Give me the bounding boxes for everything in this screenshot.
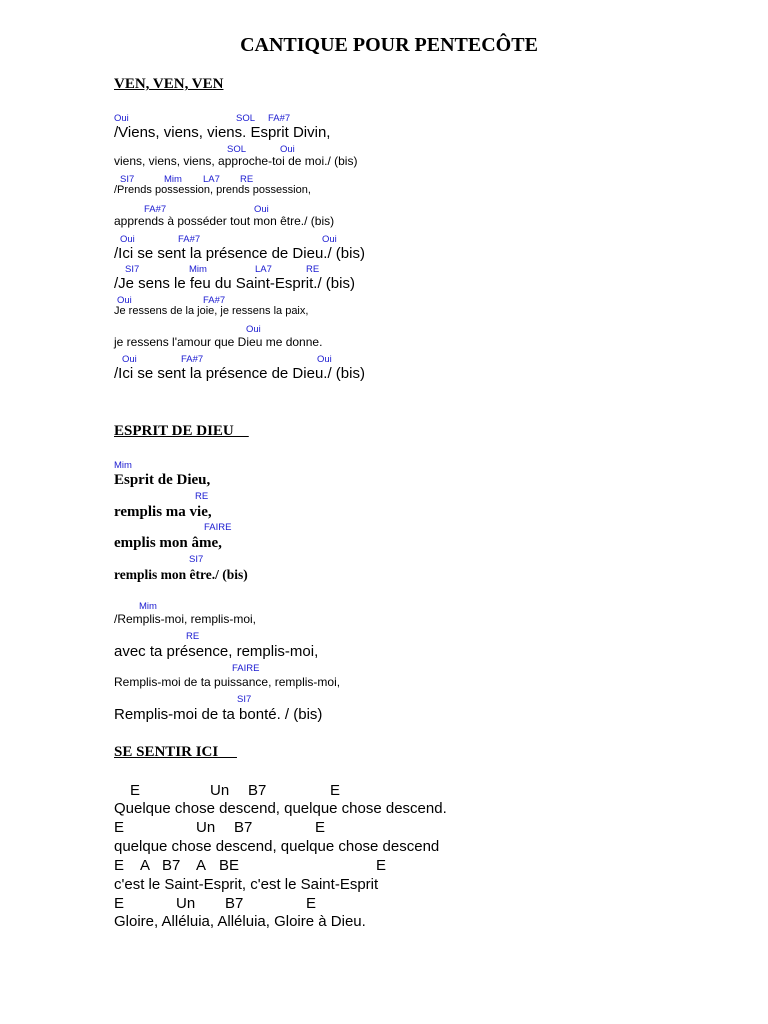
chord: A (196, 857, 207, 874)
chord: E (114, 819, 125, 836)
lyric-line: /Viens, viens, viens. Esprit Divin, (114, 124, 331, 141)
chord: Un (196, 819, 216, 836)
chord-line (114, 819, 714, 837)
song-heading-se-sentir-ici: SE SENTIR ICI (114, 744, 237, 760)
chord: Mim (114, 460, 132, 471)
lyric-line: /Prends possession, prends possession, (114, 184, 311, 196)
lyric-line: remplis ma vie, (114, 504, 212, 520)
chord: Mim (139, 601, 157, 612)
lyric-line: /Ici se sent la présence de Dieu./ (bis) (114, 245, 365, 262)
chord: RE (195, 491, 209, 502)
chord: RE (306, 264, 320, 275)
chord: Oui (322, 234, 337, 245)
chord: B7 (234, 819, 253, 836)
chord-line (114, 491, 714, 503)
chord: Un (176, 895, 196, 912)
lyric-line: Quelque chose descend, quelque chose descend. (114, 800, 447, 817)
chord: E (330, 782, 341, 799)
chord: FAIRE (204, 522, 232, 533)
chord: RE (186, 631, 200, 642)
chord: Mim (164, 174, 182, 185)
chord-line (114, 460, 714, 472)
chord: SI7 (189, 554, 204, 565)
lyric-line: quelque chose descend, quelque chose descend (114, 838, 440, 855)
chord-line (114, 694, 714, 706)
chord-line (114, 631, 714, 643)
lyric-line: Je ressens de la joie, je ressens la paix, (114, 305, 309, 317)
lyric-line: Remplis-moi de ta puissance, remplis-moi, (114, 675, 341, 689)
chord: SI7 (125, 264, 140, 275)
chord: Oui (280, 144, 295, 155)
chord: Oui (117, 295, 132, 306)
chord: BE (219, 857, 240, 874)
chord: FAIRE (232, 663, 260, 674)
lyric-line: je ressens l'amour que Dieu me donne. (114, 335, 323, 349)
chord: Oui (317, 354, 332, 365)
page-title: CANTIQUE POUR PENTECÔTE (240, 34, 538, 56)
song-heading-ven-ven-ven: VEN, VEN, VEN (114, 76, 224, 92)
chord: Mim (189, 264, 207, 275)
song-heading-esprit-de-dieu: ESPRIT DE DIEU (114, 423, 249, 439)
lyric-line: avec ta présence, remplis-moi, (114, 643, 319, 660)
chord: E (114, 857, 125, 874)
chord: FA#7 (178, 234, 201, 245)
chord-line (114, 782, 714, 800)
chord: E (130, 782, 141, 799)
chord: B7 (225, 895, 244, 912)
chord: B7 (248, 782, 267, 799)
chord-line (114, 522, 714, 534)
lyric-line: emplis mon âme, (114, 535, 222, 551)
chord: Oui (246, 324, 261, 335)
lyric-line: /Je sens le feu du Saint-Esprit./ (bis) (114, 275, 355, 292)
chord: E (306, 895, 317, 912)
chord: SOL (236, 113, 256, 124)
chord: E (315, 819, 326, 836)
chord: E (114, 895, 125, 912)
chord: LA7 (203, 174, 220, 185)
lyric-line: c'est le Saint-Esprit, c'est le Saint-Esprit (114, 876, 379, 893)
chord: FA#7 (203, 295, 226, 306)
lyric-line: viens, viens, viens, approche-toi de moi./ (bis) (114, 154, 358, 168)
lyric-line: Remplis-moi de ta bonté. / (bis) (114, 706, 323, 723)
chord: SI7 (120, 174, 135, 185)
chord: SI7 (237, 694, 252, 705)
chord-line (114, 663, 714, 675)
chord: Oui (122, 354, 137, 365)
lyric-line: apprends à posséder tout mon être./ (bis) (114, 214, 335, 228)
lyric-line: Gloire, Alléluia, Alléluia, Gloire à Dieu. (114, 913, 366, 930)
chord: Oui (114, 113, 129, 124)
chord: FA#7 (181, 354, 204, 365)
chord: RE (240, 174, 254, 185)
chord: FA#7 (144, 204, 167, 215)
chord: Un (210, 782, 230, 799)
lyric-line: Esprit de Dieu, (114, 472, 211, 488)
chord: Oui (120, 234, 135, 245)
lyric-line: /Remplis-moi, remplis-moi, (114, 612, 257, 626)
chord-line (114, 895, 714, 913)
chord-line (114, 857, 714, 875)
chord: FA#7 (268, 113, 291, 124)
chord: B7 (162, 857, 181, 874)
chord: E (376, 857, 387, 874)
chord: Oui (254, 204, 269, 215)
lyric-line: remplis mon être./ (bis) (114, 567, 248, 582)
chord: A (140, 857, 151, 874)
chord: LA7 (255, 264, 272, 275)
lyric-line: /Ici se sent la présence de Dieu./ (bis) (114, 365, 365, 382)
chord-line (114, 554, 714, 566)
chord: SOL (227, 144, 247, 155)
